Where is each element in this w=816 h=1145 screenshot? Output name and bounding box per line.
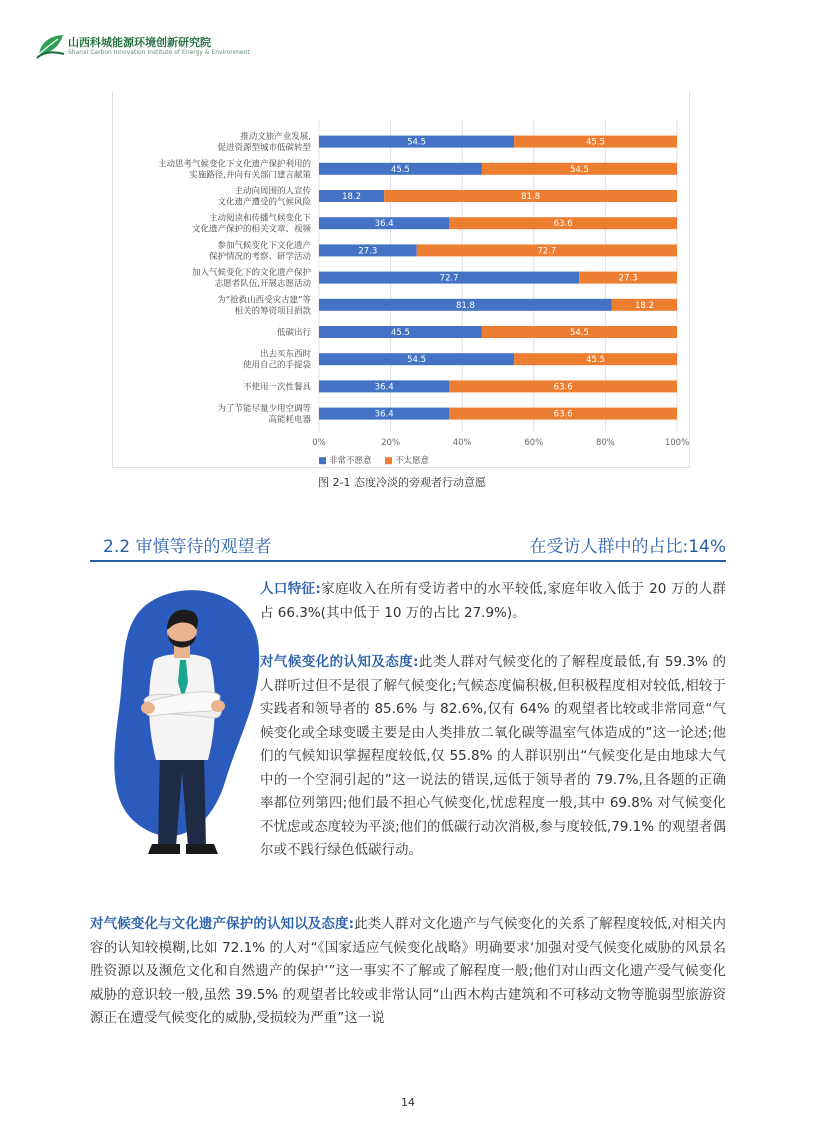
legend-swatch-s2 [385,457,392,464]
category-label: 出去买东西时 [259,349,311,360]
person-crossed-arms-illustration [110,582,262,872]
data-label: 36.4 [374,382,394,393]
stacked-bar-chart [112,92,690,468]
data-label: 45.5 [586,137,606,148]
header-logo [36,30,296,64]
category-label: 促进资源型城市低碳转型 [217,143,311,154]
data-label: 63.6 [553,409,573,420]
x-tick-label: 0% [312,438,326,449]
text-climate-attitude: 此类人群对气候变化的了解程度最低,有 59.3% 的人群听过但不是很了解气候变化;气候态度偏积极,但积极程度相对较低,相较于实践者和领导者的 85.6% 与 82.6%,仅有 64% 的观望者比较或非常同意“气候变化或全球变暖主要是由人类排放二氧化碳等温室气体造成的”这一论述;他们的气候知识掌握程度较低,仅 55.8% 的人群识别出“气候变化是由地球大气中的一个空洞引起的”这一说法的错误,远低于领导者的 79.7%,且各题的正确率都位列第四;他们最不担心气候变化,忧虑程度一般,其中 69.8% 对气候变化不忧虑或态度较为平淡;他们的低碳行动次消极,参与度较低,79.1% 的观望者偶尔或不践行绿色低碳行动。 [260,654,726,858]
category-label: 文化遗产遭受的气候风险 [217,197,311,208]
category-label: 为“抢救山西受灾古建”等 [217,295,311,306]
data-label: 72.7 [537,246,557,257]
chart-svg [113,92,689,467]
category-label: 主动阅读和传播气候变化下 [208,213,311,224]
data-label: 54.5 [569,164,589,175]
data-label: 54.5 [407,355,427,366]
category-label: 不使用一次性餐具 [242,382,311,393]
label-climate-attitude: 对气候变化的认知及态度: [260,654,419,670]
data-label: 45.5 [586,355,606,366]
x-tick-label: 60% [524,438,544,449]
x-tick-label: 40% [452,438,472,449]
data-label: 81.8 [455,300,475,311]
data-label: 18.2 [342,192,362,202]
section-divider [90,560,726,562]
data-label: 54.5 [407,137,427,148]
data-label: 54.5 [569,328,589,338]
category-label: 主动向周围的人宣传 [234,186,311,197]
page-number: 14 [401,1096,415,1109]
category-label: 推动文旅产业发展, [240,132,311,143]
text-demographics: 家庭收入在所有受访者中的水平较低,家庭年收入低于 20 万的人群占 66.3%(其中低于 10 万的占比 27.9%)。 [260,581,726,621]
category-label: 低碳出行 [276,328,311,338]
x-tick-label: 80% [595,438,615,449]
data-label: 45.5 [390,328,410,338]
section-ratio: 在受访人群中的占比:14% [529,537,726,557]
category-label: 保护情况的考察、研学活动 [208,251,311,262]
data-label: 36.4 [374,409,394,420]
data-label: 18.2 [634,300,654,311]
category-label: 相关的筹资项目捐款 [234,306,311,317]
category-label: 使用自己的手提袋 [242,360,311,371]
category-label: 高能耗电器 [268,415,311,426]
paragraph-heritage-attitude [90,913,726,1031]
category-label: 主动思考气候变化下文化遗产保护利用的 [157,159,311,170]
paragraph-climate-attitude [260,651,726,863]
category-label: 文化遗产保护的相关文章、视频 [191,224,311,235]
label-demographics: 人口特征: [260,581,321,597]
category-label: 为了节能尽量少用空调等 [217,404,311,415]
label-heritage-attitude: 对气候变化与文化遗产保护的认知以及态度: [90,916,355,932]
leaf-logo-icon [36,32,66,60]
section-title: 2.2 审慎等待的观望者 [103,537,272,557]
data-label: 36.4 [374,219,394,230]
paragraph-demographics [260,578,726,625]
category-label: 志愿者队伍,开展志愿活动 [214,279,311,290]
data-label: 27.3 [358,246,378,257]
data-label: 63.6 [553,382,573,393]
legend-swatch-s1 [319,457,326,464]
figure-caption: 图 2-1 态度冷淡的旁观者行动意愿 [318,476,486,489]
category-label: 实施路径,并向有关部门建言献策 [189,170,311,181]
data-label: 81.8 [521,192,541,202]
x-tick-label: 20% [381,438,401,449]
data-label: 27.3 [618,273,638,284]
org-name-cn: 山西科城能源环境创新研究院 [68,36,211,49]
data-label: 72.7 [439,273,459,284]
text-heritage-attitude: 此类人群对文化遗产与气候变化的关系了解程度较低,对相关内容的认知较模糊,比如 72.1% 的人对“《国家适应气候变化战略》明确要求‘加强对受气候变化威胁的风景名胜资源以及濒危文化和自然遗产的保护’”这一事实不了解或了解程度一般;他们对山西文化遗产受气候变化威胁的意识较一般,虽然 39.5% 的观望者比较或非常认同“山西木构古建筑和不可移动文物等脆弱型旅游资源正在遭受气候变化的威胁,受损较为严重”这一说 [90,916,726,1026]
category-label: 加入气候变化下的文化遗产保护 [191,268,311,279]
org-name-en: Shanxi Carbon Innovation Institute of Energy & Environment [68,49,250,56]
legend-label: 非常不愿意 [329,456,372,467]
legend-label: 不太愿意 [395,456,430,467]
category-label: 参加气候变化下文化遗产 [217,240,311,251]
x-tick-label: 100% [664,438,689,449]
data-label: 63.6 [553,219,573,230]
data-label: 45.5 [390,164,410,175]
